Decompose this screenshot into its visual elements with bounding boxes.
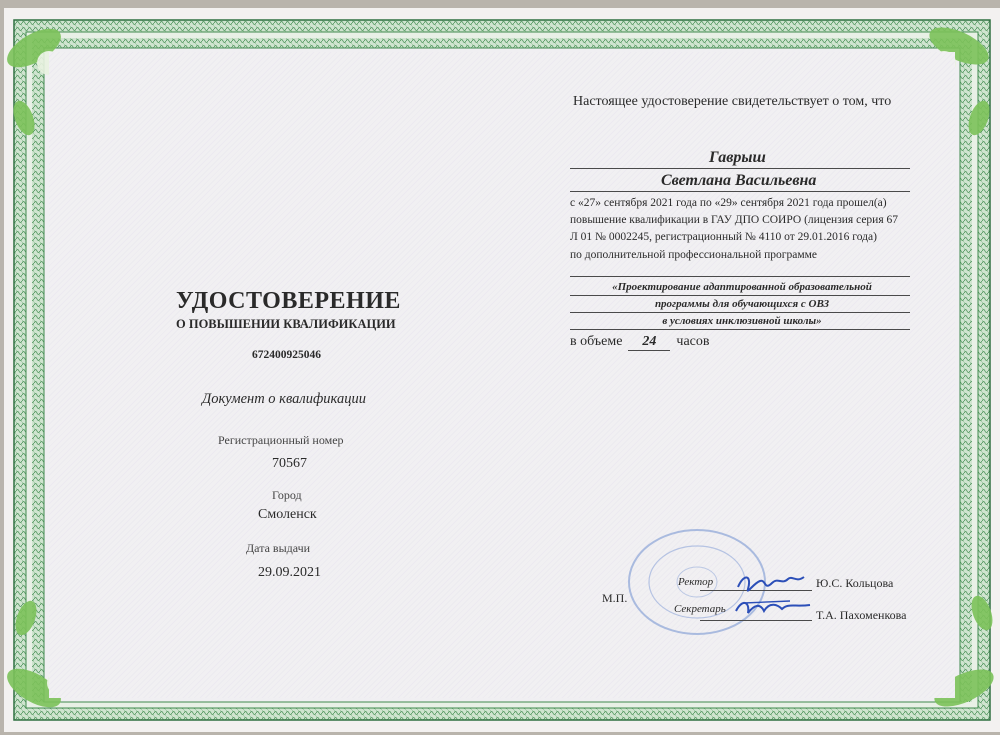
certificate-sheet xyxy=(4,8,1000,732)
registration-number-label: Регистрационный номер xyxy=(218,433,344,447)
hours-value: 24 xyxy=(628,334,670,351)
program-line-rule xyxy=(570,312,910,313)
hours-unit: часов xyxy=(676,334,710,349)
rector-role: Ректор xyxy=(678,576,714,588)
body-line: Л 01 № 0002245, регистрационный № 4110 от 29.01.2016 года) xyxy=(570,231,877,243)
holder-name: Светлана Васильевна xyxy=(661,172,817,189)
secretary-name: Т.А. Пахоменкова xyxy=(816,608,907,622)
city-value: Смоленск xyxy=(258,507,317,522)
registration-number-value: 70567 xyxy=(272,456,307,471)
body-line: по дополнительной профессиональной программе xyxy=(570,249,817,261)
program-line-rule xyxy=(570,295,910,296)
program-title-line: «Проектирование адаптированной образовательной xyxy=(612,281,872,293)
certificate-subtitle: О ПОВЫШЕНИИ КВАЛИФИКАЦИИ xyxy=(176,317,396,331)
program-title-line: программы для обучающихся с ОВЗ xyxy=(654,298,830,310)
body-line: повышение квалификации в ГАУ ДПО СОИРО (лицензия серия 67 xyxy=(570,214,898,226)
volume-row xyxy=(570,334,710,351)
stamp-place-label: М.П. xyxy=(602,591,628,605)
handwritten-signatures xyxy=(730,565,820,625)
program-title-line: в условиях инклюзивной школы» xyxy=(662,315,822,327)
issue-date-label: Дата выдачи xyxy=(246,541,311,555)
volume-prefix: в объеме xyxy=(570,334,623,349)
holder-surname: Гаврыш xyxy=(709,149,766,166)
name-underline xyxy=(570,191,910,192)
city-label: Город xyxy=(272,488,302,502)
surname-underline xyxy=(570,168,910,169)
certificate-number: 672400925046 xyxy=(252,349,321,361)
program-top-line xyxy=(570,276,910,277)
certificate-title: УДОСТОВЕРЕНИЕ xyxy=(176,288,401,314)
issue-date-value: 29.09.2021 xyxy=(258,565,321,580)
secretary-role: Секретарь xyxy=(674,603,726,615)
program-line-rule xyxy=(570,329,910,330)
intro-text: Настоящее удостоверение свидетельствует о том, что xyxy=(573,94,892,109)
document-type: Документ о квалификации xyxy=(202,391,366,407)
rector-name: Ю.С. Кольцова xyxy=(816,576,894,590)
body-line: с «27» сентября 2021 года по «29» сентября 2021 года прошел(а) xyxy=(570,197,887,209)
